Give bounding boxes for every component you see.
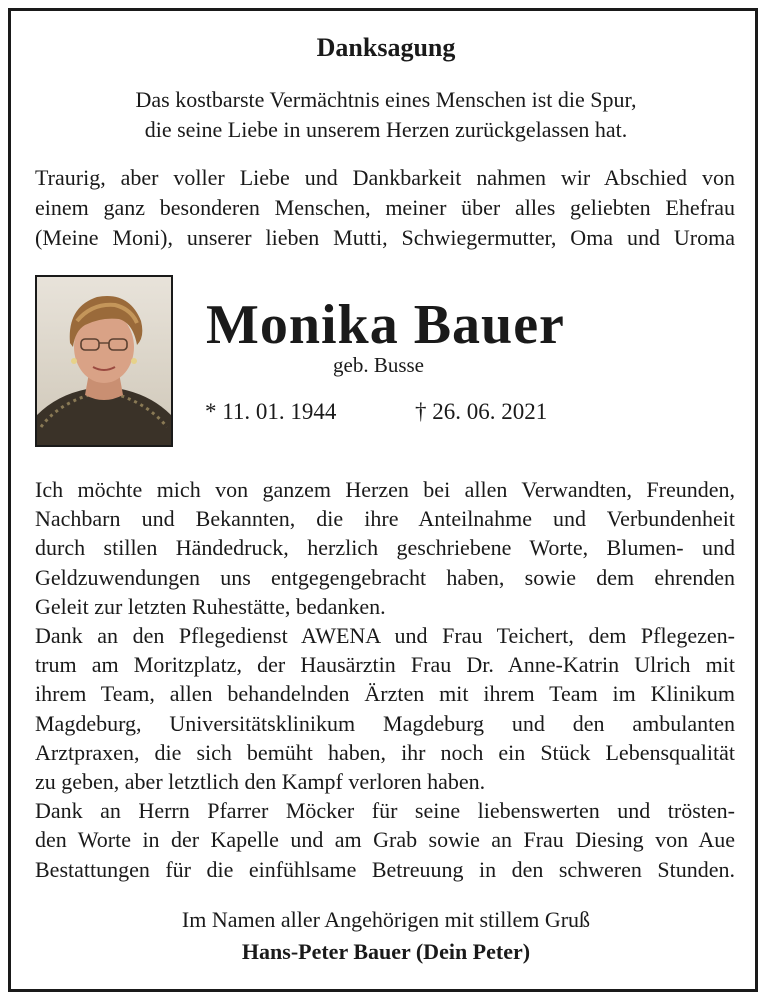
text-line: durch stillen Händedruck, herzlich geschriebene Worte, Blumen- und bbox=[35, 535, 735, 561]
text-line: trum am Moritzplatz, der Hausärztin Frau Dr. Anne-Katrin Ulrich mit bbox=[35, 652, 735, 678]
deceased-name: Monika Bauer bbox=[206, 294, 565, 356]
intro-line: (Meine Moni), unserer lieben Mutti, Schwiegermutter, Oma und Uroma bbox=[35, 225, 735, 250]
intro-line: Traurig, aber voller Liebe und Dankbarkeit nahmen wir Abschied von bbox=[35, 165, 735, 190]
text-line: ihrem Team, allen behandelnden Ärzten mit ihrem Team im Klinikum bbox=[35, 681, 735, 707]
text-line: den Worte in der Kapelle und am Grab sowie an Frau Diesing von Aue bbox=[35, 827, 735, 853]
motto-quote bbox=[11, 85, 761, 145]
signature: Hans-Peter Bauer (Dein Peter) bbox=[241, 939, 531, 964]
notice-heading: Danksagung bbox=[316, 33, 456, 62]
text-line: Nachbarn und Bekannten, die ihre Anteilnahme und Verbundenheit bbox=[35, 506, 735, 532]
text-line: Arztpraxen, die sich bemüht haben, ihr noch ein Stück Lebensqualität bbox=[35, 739, 735, 765]
intro-paragraph bbox=[35, 163, 735, 253]
text-line: Bestattungen für die einfühlsame Betreuung in den schweren Stunden. bbox=[35, 856, 735, 882]
text-line: Dank an Herrn Pfarrer Möcker für seine liebenswerten und trösten- bbox=[35, 798, 735, 824]
text-line: Dank an den Pflegedienst AWENA und Frau Teichert, dem Pflegezen- bbox=[35, 623, 735, 649]
text-line: Ich möchte mich von ganzem Herzen bei allen Verwandten, Freunden, bbox=[35, 477, 735, 502]
text-line: Geleit zur letzten Ruhestätte, bedanken. bbox=[35, 593, 386, 619]
portrait-photo bbox=[35, 275, 173, 447]
motto-line: die seine Liebe in unserem Herzen zurückgelassen hat. bbox=[144, 117, 628, 142]
text-line: Geldzuwendungen uns entgegengebracht haben, sowie dem ehrenden bbox=[35, 564, 735, 590]
death-date: † 26. 06. 2021 bbox=[415, 399, 548, 424]
intro-line: einem ganz besonderen Menschen, meiner über alles geliebten Ehefrau bbox=[35, 195, 735, 220]
text-line: Magdeburg, Universitätsklinikum Magdeburg und den ambulanten bbox=[35, 710, 735, 736]
closing-line: Im Namen aller Angehörigen mit stillem Gruß bbox=[181, 907, 591, 932]
thanks-text bbox=[35, 475, 735, 884]
portrait-illustration bbox=[37, 277, 171, 445]
maiden-name: geb. Busse bbox=[333, 353, 424, 377]
birth-date: * 11. 01. 1944 bbox=[205, 399, 337, 424]
text-line: zu geben, aber letztlich den Kampf verloren haben. bbox=[35, 769, 486, 795]
obituary-notice bbox=[8, 8, 758, 992]
motto-line: Das kostbarste Vermächtnis eines Menschen ist die Spur, bbox=[135, 87, 637, 112]
